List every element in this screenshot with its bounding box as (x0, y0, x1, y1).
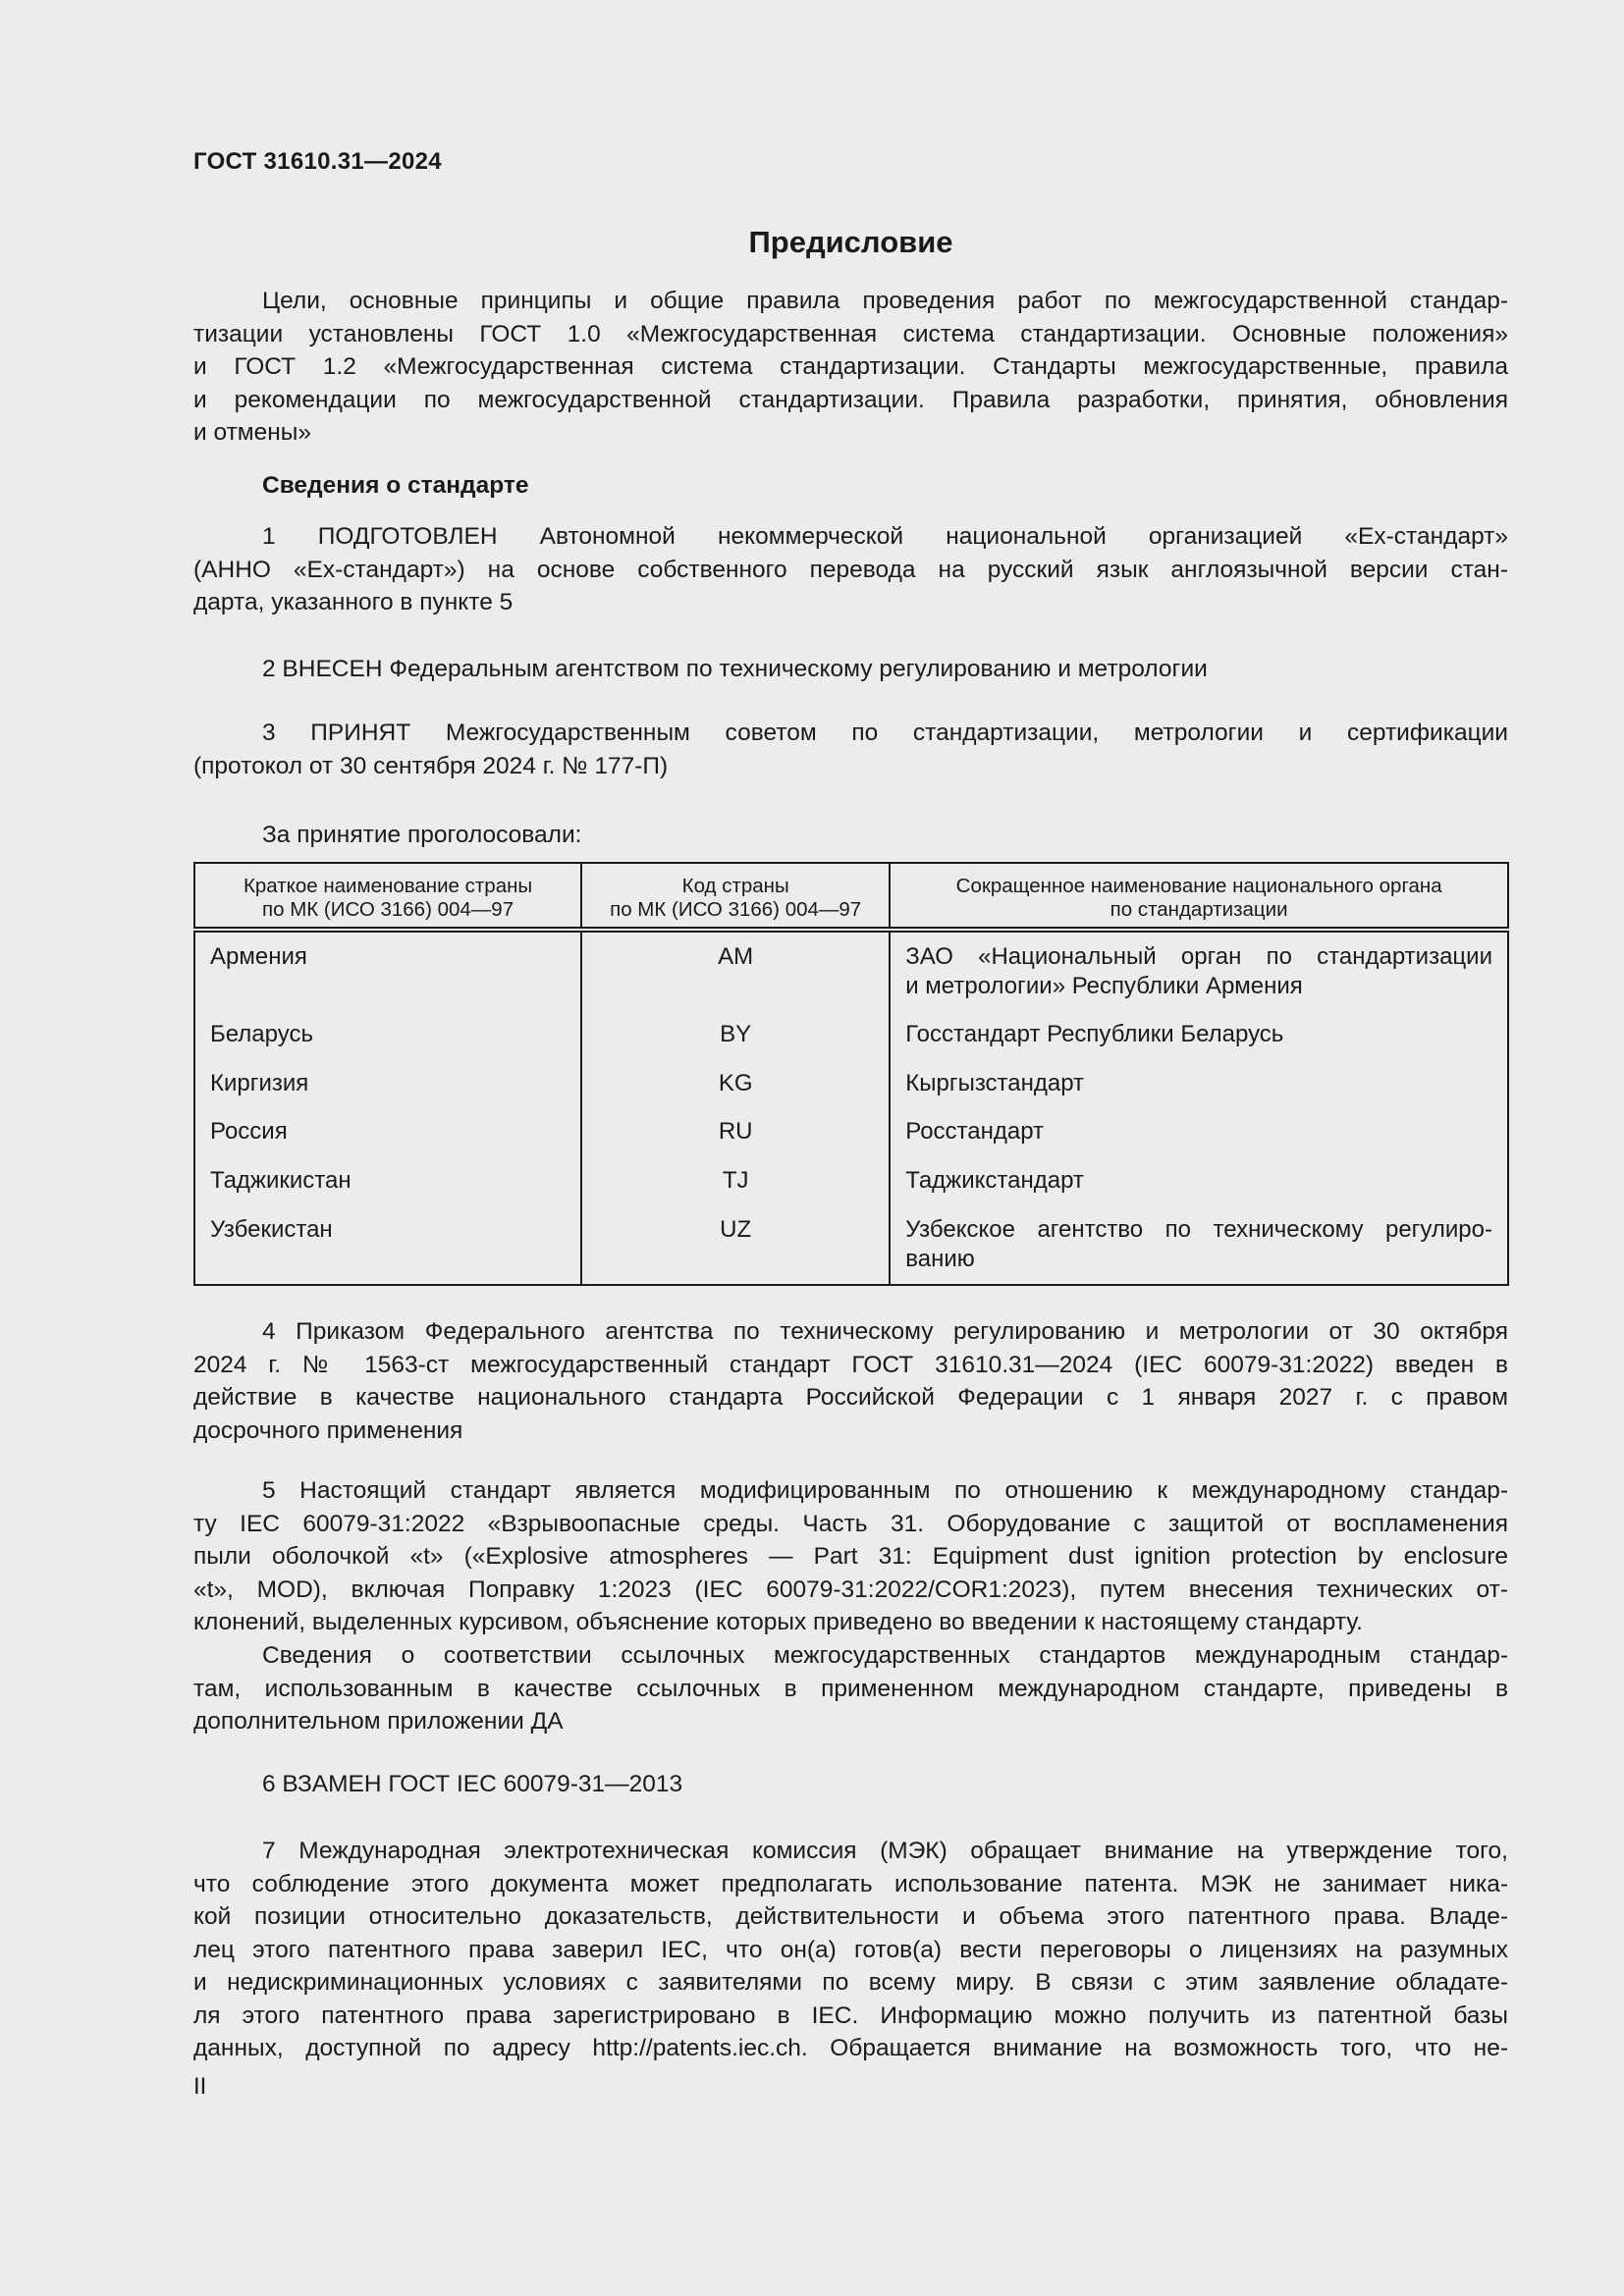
cell-country: Узбекистан (194, 1196, 581, 1285)
text-line: и рекомендации по межгосударственной стандартизации. Правила разработки, принятия, обновления (193, 386, 1508, 413)
table-row (194, 1001, 1508, 1049)
text-line: досрочного применения (193, 1416, 463, 1444)
text-line: Цели, основные принципы и общие правила проведения работ по межгосударственной стандар- (262, 288, 1508, 314)
text-line: Сведения о соответствии ссылочных межгосударственных стандартов международным стандар- (262, 1642, 1508, 1669)
header-organ: Сокращенное наименование национального органа по стандартизации (890, 863, 1508, 930)
cell-organ: Госстандарт Республики Беларусь (890, 1001, 1508, 1049)
cell-code: BY (581, 1001, 890, 1049)
text-line: «t», MOD), включая Поправку 1:2023 (IEC 60079-31:2022/COR1:2023), путем внесения технических от- (193, 1575, 1508, 1603)
section-heading: Сведения о стандарте (262, 472, 529, 499)
item-2-paragraph (193, 653, 1508, 686)
cell-organ: Узбекское агентство по техническому регулиро- ванию (890, 1196, 1508, 1285)
table-row (194, 1196, 1508, 1285)
text-line: (протокол от 30 сентября 2024 г. № 177-П) (193, 752, 669, 779)
text-line: действие в качестве национального стандарта Российской Федерации с 1 января 2027 г. с правом (193, 1384, 1508, 1411)
cell-country: Армения (194, 930, 581, 1001)
text-line: 4 Приказом Федерального агентства по техническому регулированию и метрологии от 30 октября (262, 1318, 1508, 1345)
text-line: ту IEC 60079-31:2022 «Взрывоопасные среды. Часть 31. Оборудование с защитой от воспламенения (193, 1510, 1508, 1537)
item-7-paragraph (193, 1835, 1508, 2065)
cell-country: Россия (194, 1098, 581, 1147)
text-line: За принятие проголосовали: (262, 822, 582, 848)
voting-table (193, 862, 1509, 1286)
table-row (194, 930, 1508, 1001)
cell-country: Беларусь (194, 1001, 581, 1049)
text-line: пыли оболочкой «t» («Explosive atmospheres — Part 31: Equipment dust ignition protection by enclosure (193, 1543, 1508, 1570)
table-header-row (194, 863, 1508, 930)
table-row (194, 1049, 1508, 1098)
text-line: тизации установлены ГОСТ 1.0 «Межгосударственная система стандартизации. Основные положения» (193, 320, 1508, 347)
text-line: и недискриминационных условиях с заявителями по всему миру. В связи с этим заявление обладате- (193, 1969, 1508, 1996)
text-line: дополнительном приложении ДА (193, 1708, 564, 1735)
cell-code: UZ (581, 1196, 890, 1285)
item-1-paragraph (193, 520, 1508, 619)
page-number: II (193, 2073, 207, 2100)
page-title: Предисловие (748, 225, 953, 259)
cell-organ: Росстандарт (890, 1098, 1508, 1147)
text-line: и ГОСТ 1.2 «Межгосударственная система стандартизации. Стандарты межгосударственные, правила (193, 353, 1508, 380)
text-line: клонений, выделенных курсивом, объяснение которых приведено во введении к настоящему стандарту. (193, 1609, 1363, 1635)
text-line: ля этого патентного права зарегистрировано в IEC. Информацию можно получить из патентной базы (193, 2002, 1508, 2029)
text-line: кой позиции относительно доказательств, действительности и объема этого патентного права. Владе- (193, 1903, 1508, 1930)
item-3-paragraph (193, 717, 1508, 782)
item-6-paragraph (193, 1768, 1508, 1801)
cell-code: TJ (581, 1147, 890, 1196)
text-line: что соблюдение этого документа может предполагать использование патента. МЭК не занимает ника- (193, 1870, 1508, 1897)
text-line: 3 ПРИНЯТ Межгосударственным советом по стандартизации, метрологии и сертификации (262, 720, 1508, 746)
cell-organ: ЗАО «Национальный орган по стандартизации и метрологии» Республики Армения (890, 930, 1508, 1001)
cell-organ: Таджикстандарт (890, 1147, 1508, 1196)
cell-code: AM (581, 930, 890, 1001)
text-line: 5 Настоящий стандарт является модифицированным по отношению к международному стандар- (262, 1477, 1508, 1504)
header-code: Код страны по МК (ИСО 3166) 004—97 (581, 863, 890, 930)
text-line: и отмены» (193, 419, 312, 446)
text-line: 2024 г. № 1563-ст межгосударственный стандарт ГОСТ 31610.31—2024 (IEC 60079-31:2022) введен в (193, 1351, 1508, 1378)
text-line: 6 ВЗАМЕН ГОСТ IEC 60079-31—2013 (262, 1771, 683, 1797)
document-code: ГОСТ 31610.31—2024 (193, 148, 442, 175)
cell-country: Киргизия (194, 1049, 581, 1098)
text-line: 7 Международная электротехническая комиссия (МЭК) обращает внимание на утверждение того, (262, 1838, 1508, 1864)
text-line: 2 ВНЕСЕН Федеральным агентством по техническому регулированию и метрологии (262, 656, 1208, 682)
text-line: (АННО «Ех-стандарт») на основе собственного перевода на русский язык англоязычной версии стан- (193, 556, 1508, 583)
item-5-paragraph (193, 1474, 1508, 1639)
table-row (194, 1147, 1508, 1196)
table-row (194, 1098, 1508, 1147)
cell-country: Таджикистан (194, 1147, 581, 1196)
text-line: лец этого патентного права заверил IEC, что он(а) готов(а) вести переговоры о лицензиях на разумных (193, 1936, 1508, 1963)
header-country: Краткое наименование страны по МК (ИСО 3166) 004—97 (194, 863, 581, 930)
cell-code: RU (581, 1098, 890, 1147)
text-line: 1 ПОДГОТОВЛЕН Автономной некоммерческой национальной организацией «Ех-стандарт» (262, 523, 1508, 550)
text-line: дарта, указанного в пункте 5 (193, 589, 514, 615)
intro-paragraph (193, 285, 1508, 450)
item-5-references-paragraph (193, 1639, 1508, 1738)
text-line: данных, доступной по адресу http://patents.iec.ch. Обращается внимание на возможность того, что не- (193, 2035, 1508, 2061)
text-line: там, использованным в качестве ссылочных в примененном международном стандарте, приведены в (193, 1675, 1508, 1702)
item-4-paragraph (193, 1315, 1508, 1447)
vote-intro (193, 819, 1508, 852)
cell-organ: Кыргызстандарт (890, 1049, 1508, 1098)
cell-code: KG (581, 1049, 890, 1098)
